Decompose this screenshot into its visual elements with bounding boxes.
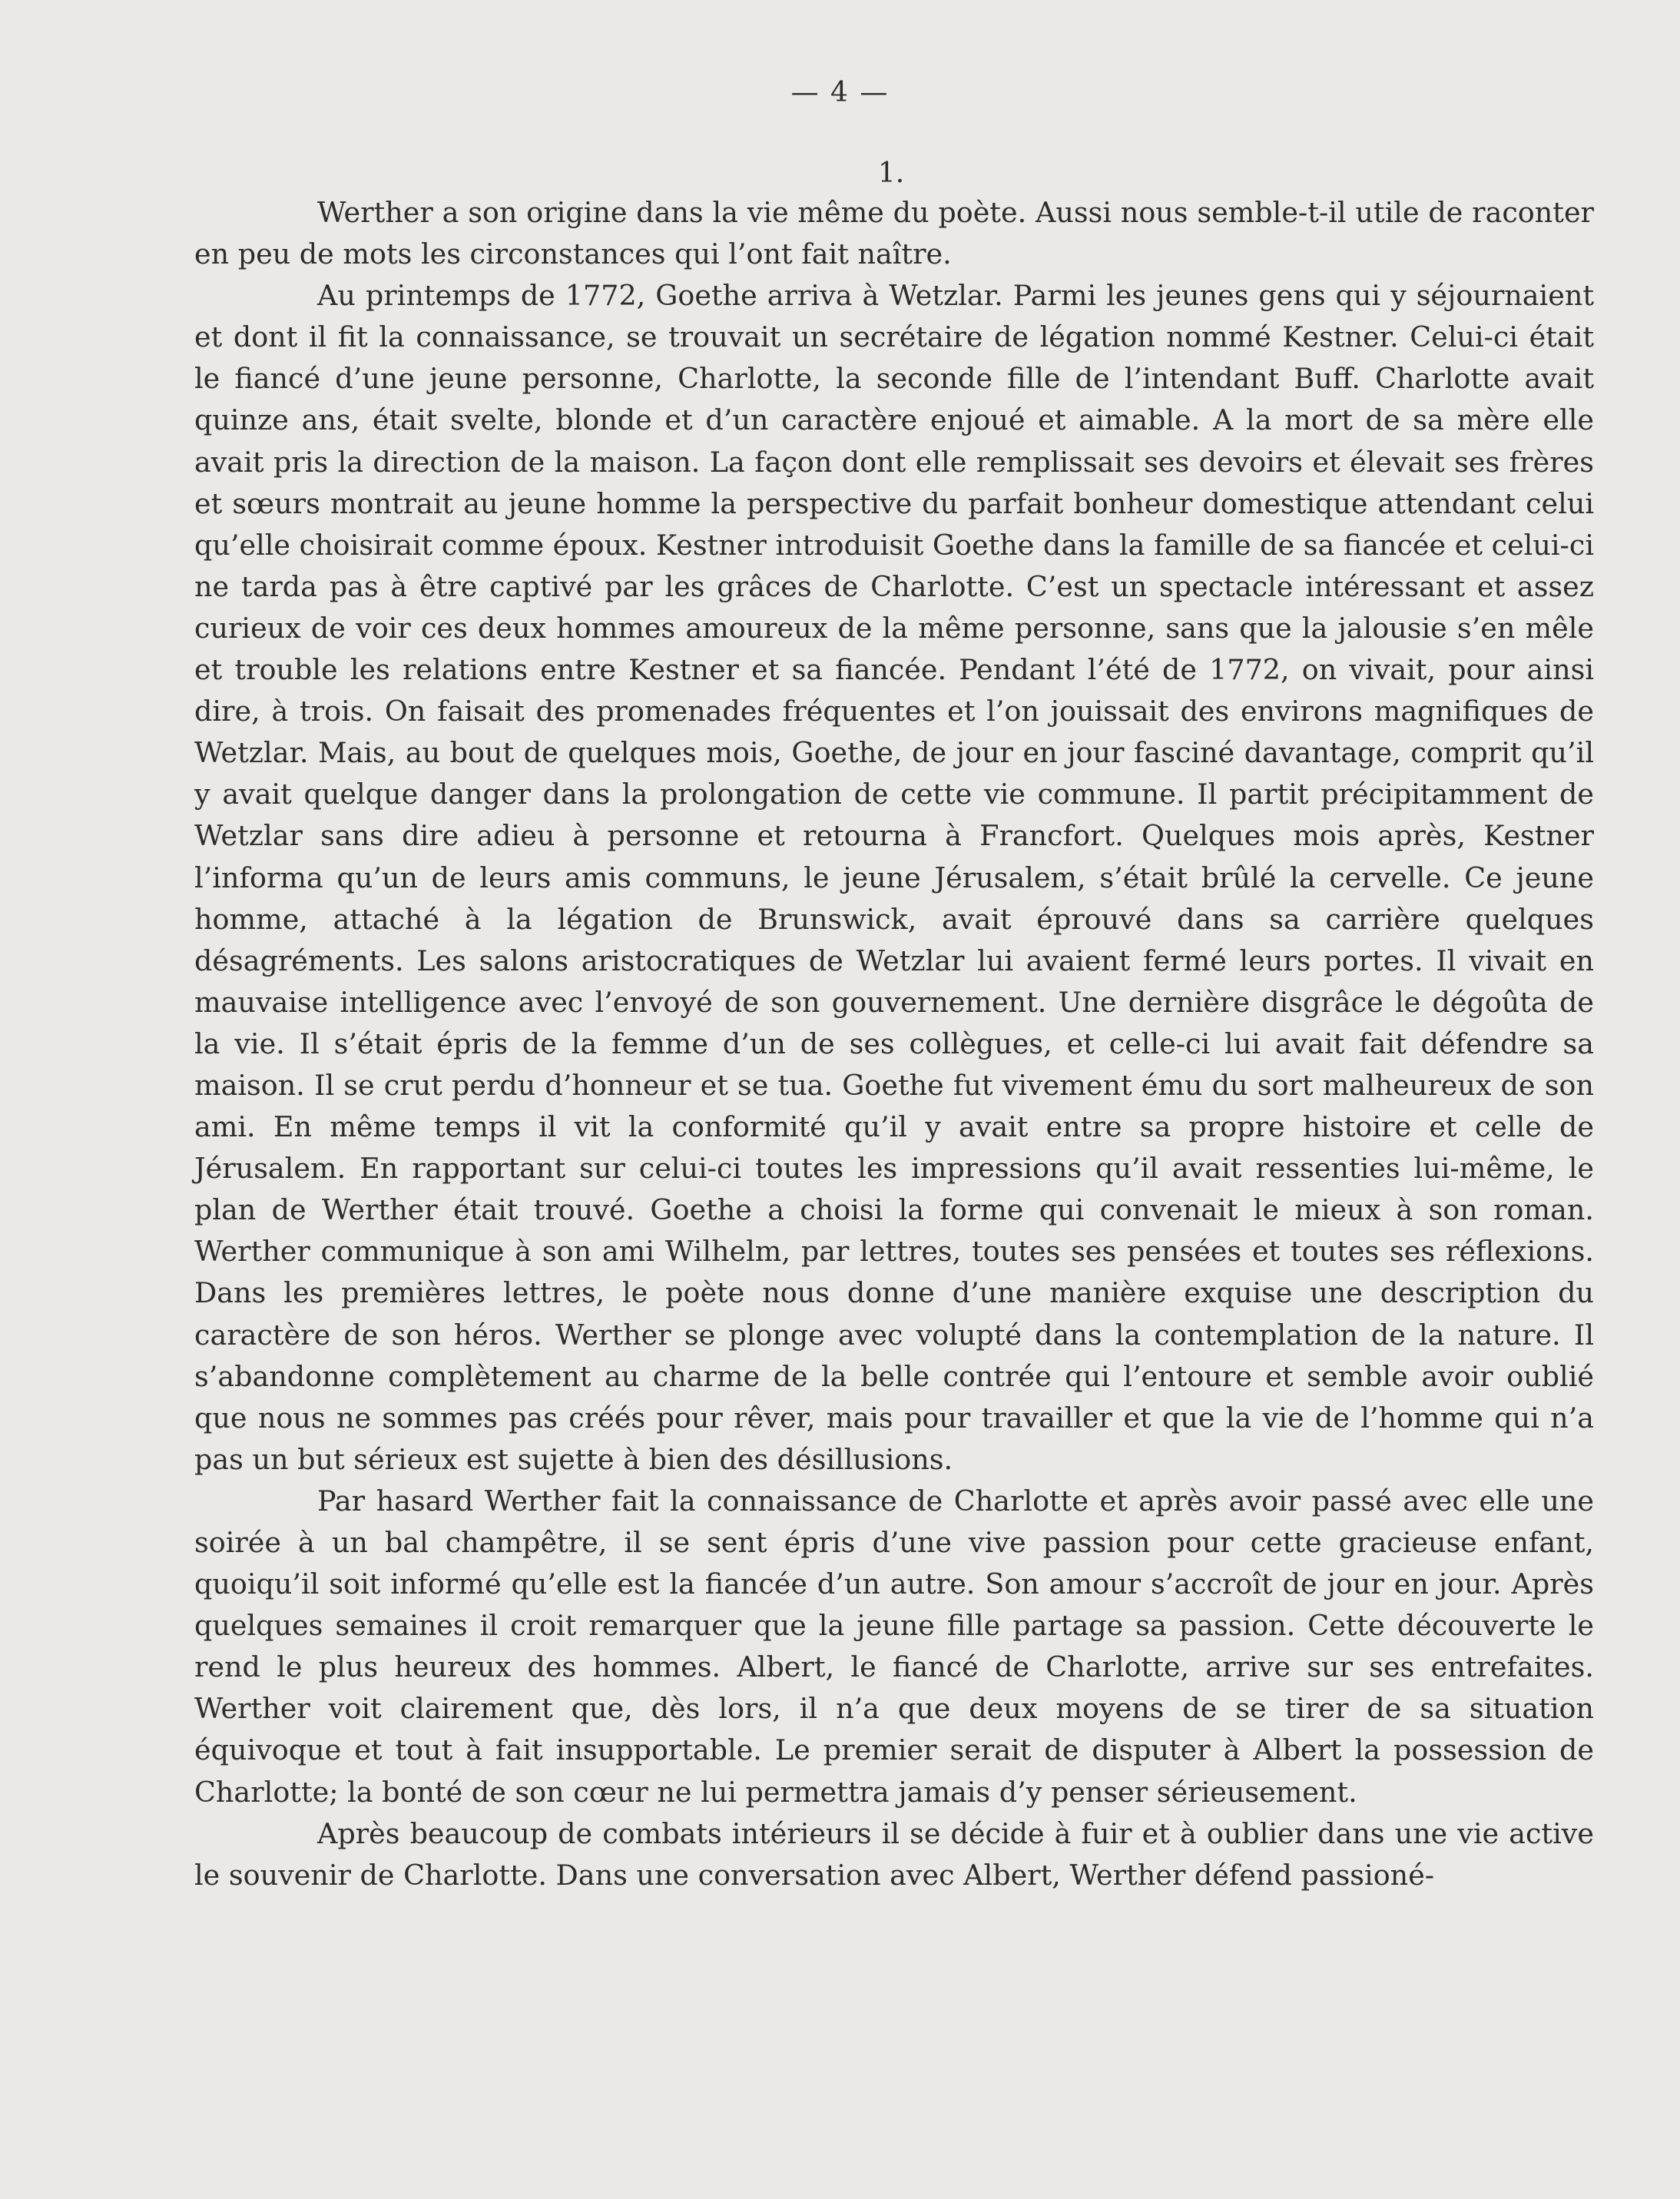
body-text (194, 192, 1594, 1896)
page-number: — 4 — (790, 77, 890, 108)
paragraph-2: Au printemps de 1772, Goethe arriva à Wetzlar. Parmi les jeunes gens qui y séjournaient et dont il fit la connaissance, se trouvait un secrétaire de légation nommé Kestner. Celui-ci était le fiancé d’une jeune personne, Charlotte, la seconde fille de l’intendant Buff. Charlotte avait quinze ans, était svelte, blonde et d’un caractère enjoué et aimable. A la mort de sa mère elle avait pris la direction de la maison. La façon dont elle remplissait ses devoirs et élevait ses frères et sœurs montrait au jeune homme la perspective du parfait bonheur domestique attendant celui qu’elle choisirait comme époux. Kestner introduisit Goethe dans la famille de sa fiancée et celui-ci ne tarda pas à être captivé par les grâces de Charlotte. C’est un spectacle intéressant et assez curieux de voir ces deux hommes amoureux de la même personne, sans que la jalousie s’en mêle et trouble les relations entre Kestner et sa fiancée. Pendant l’été de 1772, on vivait, pour ainsi dire, à trois. On faisait des promenades fréquentes et l’on jouissait des environs magnifiques de Wetzlar. Mais, au bout de quelques mois, Goethe, de jour en jour fasciné davantage, comprit qu’il y avait quelque danger dans la prolongation de cette vie commune. Il partit précipitamment de Wetzlar sans dire adieu à personne et retourna à Francfort. Quelques mois après, Kestner l’informa qu’un de leurs amis communs, le jeune Jérusalem, s’était brûlé la cervelle. Ce jeune homme, attaché à la légation de Brunswick, avait éprouvé dans sa carrière quelques désagréments. Les salons aristocratiques de Wetzlar lui avaient fermé leurs portes. Il vivait en mauvaise intelligence avec l’envoyé de son gouvernement. Une dernière disgrâce le dégoûta de la vie. Il s’était épris de la femme d’un de ses collègues, et celle-ci lui avait fait défendre sa maison. Il se crut perdu d’honneur et se tua. Goethe fut vivement ému du sort malheureux de son ami. En même temps il vit la conformité qu’il y avait entre sa propre histoire et celle de Jérusalem. En rapportant sur celui-ci toutes les impressions qu’il avait ressenties lui-même, le plan de Werther était trouvé. Goethe a choisi la forme qui convenait le mieux à son roman. Werther communique à son ami Wilhelm, par lettres, toutes ses pensées et toutes ses réflexions. Dans les premières lettres, le poète nous donne d’une manière exquise une description du caractère de son héros. Werther se plonge avec volupté dans la contemplation de la nature. Il s’abandonne complètement au charme de la belle contrée qui l’entoure et semble avoir oublié que nous ne sommes pas créés pour rêver, mais pour travailler et que la vie de l’homme qui n’a pas un but sérieux est sujette à bien des désillusions. (194, 279, 1594, 1476)
paragraph-4: Après beaucoup de combats intérieurs il se décide à fuir et à oublier dans une vie active le souvenir de Charlotte. Dans une conversation avec Albert, Werther défend passioné- (194, 1816, 1594, 1892)
paragraph-3: Par hasard Werther fait la connaissance de Charlotte et après avoir passé avec elle une soirée à un bal champêtre, il se sent épris d’une vive passion pour cette gracieuse enfant, quoiqu’il soit informé qu’elle est la fiancée d’un autre. Son amour s’accroît de jour en jour. Après quelques semaines il croit remarquer que la jeune fille partage sa passion. Cette découverte le rend le plus heureux des hommes. Albert, le fiancé de Charlotte, arrive sur ses entrefaites. Werther voit clairement que, dès lors, il n’a que deux moyens de se tirer de sa situation équivoque et tout à fait insupportable. Le premier serait de disputer à Albert la possession de Charlotte; la bonté de son cœur ne lui permettra jamais d’y penser sérieusement. (194, 1484, 1594, 1809)
paragraph-1: Werther a son origine dans la vie même du poète. Aussi nous semble-t-il utile de raconter en peu de mots les circonstances qui l’ont fait naître. (194, 196, 1594, 271)
section-number: 1. (877, 158, 905, 189)
